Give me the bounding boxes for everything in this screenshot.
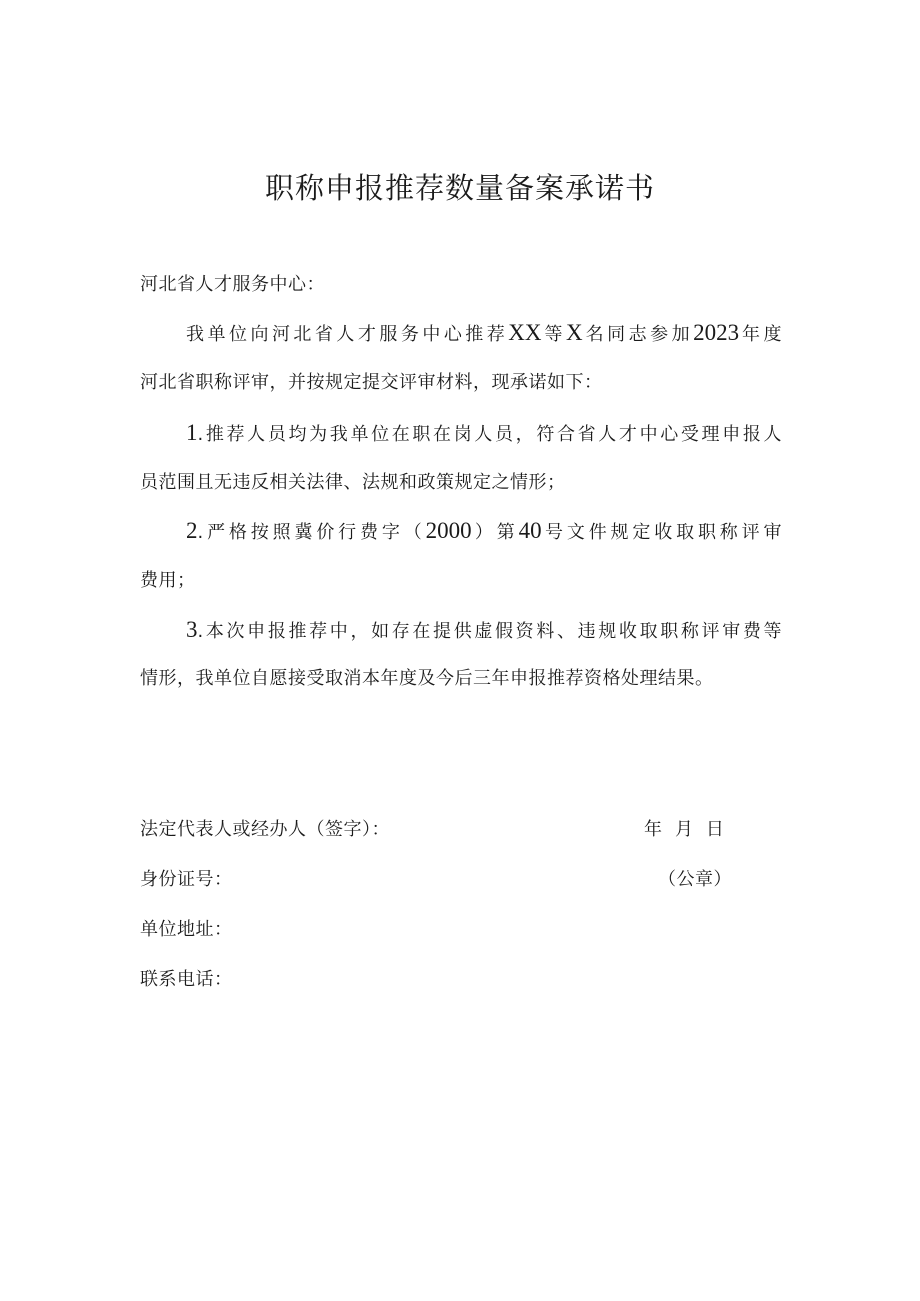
intro-text-a: 我单位向河北省人才服务中心推荐 — [186, 324, 509, 345]
intro-text-e: 名同志参加 — [582, 324, 694, 345]
addressee: 河北省人才服务中心： — [140, 274, 325, 295]
item-1-number: 1 — [186, 420, 198, 445]
intro-year: 2023 — [693, 320, 740, 345]
intro-names-placeholder: XX — [508, 320, 542, 345]
item-1-text: .推荐人员均为我单位在职在岗人员，符合省人才中心受理申报人 — [197, 424, 782, 445]
item-3-line-2: 情形，我单位自愿接受取消本年度及今后三年申报推荐资格处理结果。 — [140, 668, 714, 689]
id-number-label: 身份证号： — [140, 869, 233, 890]
address-label: 单位地址： — [140, 919, 233, 940]
intro-line-2: 河北省职称评审，并按规定提交评审材料，现承诺如下： — [140, 372, 603, 393]
item-2-text-e: 号文件规定收取职称评审 — [541, 522, 782, 543]
item-2-doc-number: 40 — [518, 518, 542, 543]
item-1-line-1 — [186, 418, 782, 450]
intro-text-g: 年度 — [739, 324, 783, 345]
official-seal-label: （公章） — [658, 869, 732, 890]
item-2-text-a: .严格按照冀价行费字（ — [197, 522, 426, 543]
item-2-text-c: ）第 — [471, 522, 519, 543]
intro-text-c: 等 — [541, 324, 567, 345]
phone-label: 联系电话： — [140, 969, 233, 990]
item-2-year: 2000 — [425, 518, 472, 543]
intro-count-placeholder: X — [566, 320, 583, 345]
item-3-number: 3 — [186, 617, 198, 642]
item-1-line-2: 员范围且无违反相关法律、法规和政策规定之情形； — [140, 472, 566, 493]
item-2-number: 2 — [186, 518, 198, 543]
item-3-line-1 — [186, 615, 782, 647]
item-2-line-1 — [186, 516, 782, 548]
item-3-text: .本次申报推荐中，如存在提供虚假资料、违规收取职称评审费等 — [197, 621, 782, 642]
document-title: 职称申报推荐数量备案承诺书 — [264, 171, 655, 205]
representative-signature-label: 法定代表人或经办人（签字）： — [140, 819, 390, 840]
item-2-line-2: 费用； — [140, 570, 196, 591]
intro-line-1 — [186, 318, 782, 350]
signature-date: 年 月 日 — [644, 819, 725, 840]
